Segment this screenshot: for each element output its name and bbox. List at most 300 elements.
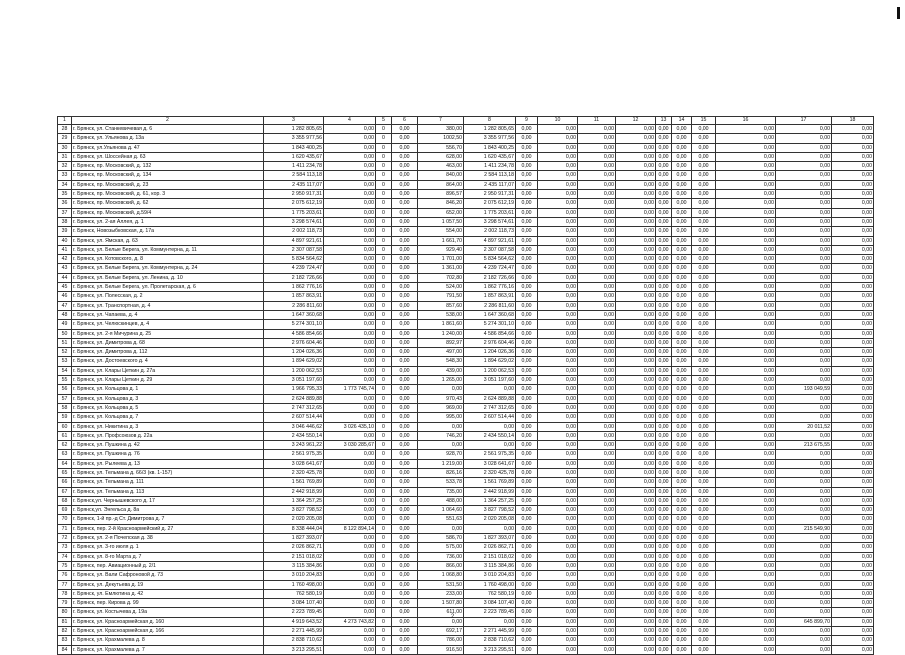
value-cell: 0,00 bbox=[692, 180, 716, 189]
value-cell: 736,00 bbox=[418, 552, 464, 561]
value-cell: 0,00 bbox=[672, 515, 692, 524]
value-cell: 0 bbox=[376, 468, 392, 477]
value-cell: 2 950 917,31 bbox=[264, 190, 324, 199]
address-cell: г. Брянск, пр. Московский, д.59/4 bbox=[72, 208, 264, 217]
value-cell: 0,00 bbox=[656, 515, 672, 524]
value-cell: 0 bbox=[376, 376, 392, 385]
value-cell: 0,00 bbox=[578, 190, 616, 199]
value-cell: 0,00 bbox=[538, 292, 578, 301]
value-cell: 0,00 bbox=[324, 348, 376, 357]
value-cell: 0,00 bbox=[672, 366, 692, 375]
value-cell: 0,00 bbox=[392, 561, 418, 570]
value-cell: 0,00 bbox=[832, 366, 874, 375]
value-cell: 0,00 bbox=[776, 636, 832, 645]
value-cell: 0,00 bbox=[578, 329, 616, 338]
table-row bbox=[58, 227, 874, 236]
value-cell: 0,00 bbox=[392, 180, 418, 189]
value-cell: 2 838 710,62 bbox=[464, 636, 516, 645]
value-cell: 0,00 bbox=[324, 357, 376, 366]
value-cell: 0,00 bbox=[392, 636, 418, 645]
value-cell: 0,00 bbox=[672, 403, 692, 412]
table-row bbox=[58, 208, 874, 217]
value-cell: 0,00 bbox=[418, 385, 464, 394]
value-cell: 0,00 bbox=[776, 376, 832, 385]
value-cell: 0,00 bbox=[324, 552, 376, 561]
value-cell: 0,00 bbox=[656, 627, 672, 636]
address-cell: г. Брянск, ул. 2-я Почепская д. 38 bbox=[72, 534, 264, 543]
value-cell: 0,00 bbox=[672, 394, 692, 403]
value-cell: 38 bbox=[58, 217, 72, 226]
value-cell: 0 bbox=[376, 450, 392, 459]
address-cell: г. Брянск, ул. Котовского, д. 8 bbox=[72, 255, 264, 264]
value-cell: 0,00 bbox=[578, 636, 616, 645]
value-cell: 0,00 bbox=[538, 217, 578, 226]
value-cell: 0,00 bbox=[538, 227, 578, 236]
value-cell: 0,00 bbox=[616, 496, 656, 505]
address-cell: г. Брянск, ул. Клары Цеткин д. 27а bbox=[72, 366, 264, 375]
table-row bbox=[58, 143, 874, 152]
value-cell: 69 bbox=[58, 506, 72, 515]
value-cell: 2 020 205,08 bbox=[464, 515, 516, 524]
value-cell: 0,00 bbox=[578, 283, 616, 292]
value-cell: 1 411 234,78 bbox=[464, 162, 516, 171]
value-cell: 0,00 bbox=[578, 459, 616, 468]
value-cell: 0,00 bbox=[656, 645, 672, 654]
value-cell: 0,00 bbox=[578, 320, 616, 329]
value-cell: 3 213 295,51 bbox=[464, 645, 516, 654]
address-cell: г. Брянск, ул. Вали Сафроновой д. 73 bbox=[72, 571, 264, 580]
value-cell: 0 bbox=[376, 552, 392, 561]
value-cell: 2 747 312,65 bbox=[464, 403, 516, 412]
value-cell: 0 bbox=[376, 301, 392, 310]
value-cell: 0,00 bbox=[616, 599, 656, 608]
value-cell: 0,00 bbox=[538, 515, 578, 524]
value-cell: 0,00 bbox=[516, 534, 538, 543]
value-cell: 42 bbox=[58, 255, 72, 264]
value-cell: 0,00 bbox=[716, 366, 776, 375]
table-row bbox=[58, 561, 874, 570]
value-cell: 0,00 bbox=[716, 534, 776, 543]
value-cell: 0,00 bbox=[578, 413, 616, 422]
value-cell: 0,00 bbox=[656, 125, 672, 134]
value-cell: 4 897 921,61 bbox=[464, 236, 516, 245]
value-cell: 1 361,00 bbox=[418, 264, 464, 273]
value-cell: 0,00 bbox=[716, 357, 776, 366]
value-cell: 0,00 bbox=[578, 515, 616, 524]
value-cell: 0,00 bbox=[776, 227, 832, 236]
table-row bbox=[58, 413, 874, 422]
value-cell: 0,00 bbox=[324, 459, 376, 468]
value-cell: 71 bbox=[58, 524, 72, 533]
value-cell: 77 bbox=[58, 580, 72, 589]
value-cell: 0,00 bbox=[538, 496, 578, 505]
value-cell: 0,00 bbox=[776, 394, 832, 403]
value-cell: 1 775 203,61 bbox=[464, 208, 516, 217]
value-cell: 62 bbox=[58, 441, 72, 450]
address-cell: г. Брянск, ул. Чапаева, д. 4 bbox=[72, 310, 264, 319]
value-cell: 0,00 bbox=[324, 310, 376, 319]
value-cell: 0,00 bbox=[716, 478, 776, 487]
value-cell: 0 bbox=[376, 599, 392, 608]
table-row bbox=[58, 292, 874, 301]
table-row bbox=[58, 283, 874, 292]
value-cell: 0,00 bbox=[776, 487, 832, 496]
value-cell: 0,00 bbox=[464, 385, 516, 394]
value-cell: 84 bbox=[58, 645, 72, 654]
address-cell: г. Брянск, Новозыбковская, д. 17а bbox=[72, 227, 264, 236]
value-cell: 0,00 bbox=[538, 338, 578, 347]
value-cell: 0,00 bbox=[538, 357, 578, 366]
value-cell: 233,00 bbox=[418, 589, 464, 598]
value-cell: 0,00 bbox=[324, 376, 376, 385]
value-cell: 0,00 bbox=[832, 227, 874, 236]
address-cell: г. Брянск, пр. Московский, д. 134 bbox=[72, 171, 264, 180]
value-cell: 0,00 bbox=[516, 199, 538, 208]
value-cell: 0,00 bbox=[692, 320, 716, 329]
value-cell: 0,00 bbox=[832, 217, 874, 226]
value-cell: 0 bbox=[376, 227, 392, 236]
value-cell: 0,00 bbox=[516, 571, 538, 580]
value-cell: 0,00 bbox=[672, 534, 692, 543]
value-cell: 0,00 bbox=[392, 524, 418, 533]
value-cell: 0,00 bbox=[392, 534, 418, 543]
value-cell: 0,00 bbox=[656, 524, 672, 533]
value-cell: 2 182 726,66 bbox=[264, 273, 324, 282]
value-cell: 0,00 bbox=[672, 310, 692, 319]
value-cell: 1 240,00 bbox=[418, 329, 464, 338]
value-cell: 0,00 bbox=[578, 199, 616, 208]
value-cell: 0,00 bbox=[616, 190, 656, 199]
value-cell: 1 843 400,25 bbox=[264, 143, 324, 152]
value-cell: 0,00 bbox=[776, 273, 832, 282]
value-cell: 0,00 bbox=[392, 468, 418, 477]
value-cell: 0,00 bbox=[716, 180, 776, 189]
value-cell: 0,00 bbox=[392, 208, 418, 217]
value-cell: 0,00 bbox=[578, 422, 616, 431]
value-cell: 0,00 bbox=[656, 580, 672, 589]
value-cell: 0,00 bbox=[716, 376, 776, 385]
value-cell: 0,00 bbox=[692, 357, 716, 366]
column-number-cell: 1 bbox=[58, 117, 72, 125]
value-cell: 0,00 bbox=[392, 348, 418, 357]
value-cell: 0,00 bbox=[392, 152, 418, 161]
value-cell: 0,00 bbox=[656, 348, 672, 357]
value-cell: 0,00 bbox=[776, 403, 832, 412]
value-cell: 0 bbox=[376, 171, 392, 180]
address-cell: г. Брянск, пер. 2-й Красноармейский д. 27 bbox=[72, 524, 264, 533]
value-cell: 928,70 bbox=[418, 450, 464, 459]
value-cell: 0,00 bbox=[776, 329, 832, 338]
value-cell: 0,00 bbox=[832, 543, 874, 552]
value-cell: 0,00 bbox=[578, 543, 616, 552]
value-cell: 2 182 726,66 bbox=[464, 273, 516, 282]
value-cell: 0,00 bbox=[516, 487, 538, 496]
value-cell: 0,00 bbox=[672, 636, 692, 645]
value-cell: 0,00 bbox=[578, 357, 616, 366]
value-cell: 0,00 bbox=[716, 645, 776, 654]
value-cell: 0,00 bbox=[616, 134, 656, 143]
value-cell: 0,00 bbox=[716, 394, 776, 403]
value-cell: 0,00 bbox=[516, 338, 538, 347]
value-cell: 0,00 bbox=[672, 552, 692, 561]
value-cell: 0,00 bbox=[832, 468, 874, 477]
value-cell: 0,00 bbox=[538, 450, 578, 459]
value-cell: 68 bbox=[58, 496, 72, 505]
value-cell: 0,00 bbox=[538, 152, 578, 161]
value-cell: 0,00 bbox=[616, 524, 656, 533]
value-cell: 0,00 bbox=[832, 515, 874, 524]
value-cell: 0,00 bbox=[716, 441, 776, 450]
address-cell: г. Брянск, ул. Шоссейная д. 63 bbox=[72, 152, 264, 161]
value-cell: 2 307 087,58 bbox=[264, 245, 324, 254]
value-cell: 0,00 bbox=[324, 264, 376, 273]
value-cell: 0,00 bbox=[776, 459, 832, 468]
value-cell: 0,00 bbox=[656, 152, 672, 161]
value-cell: 0,00 bbox=[832, 403, 874, 412]
value-cell: 0,00 bbox=[832, 283, 874, 292]
value-cell: 0,00 bbox=[832, 589, 874, 598]
value-cell: 67 bbox=[58, 487, 72, 496]
value-cell: 0,00 bbox=[392, 227, 418, 236]
value-cell: 2 075 612,19 bbox=[264, 199, 324, 208]
value-cell: 1 282 805,65 bbox=[464, 125, 516, 134]
value-cell: 1 620 435,67 bbox=[464, 152, 516, 161]
value-cell: 0,00 bbox=[538, 580, 578, 589]
value-cell: 0,00 bbox=[776, 506, 832, 515]
column-number-cell: 17 bbox=[776, 117, 832, 125]
value-cell: 0,00 bbox=[392, 245, 418, 254]
value-cell: 0,00 bbox=[392, 190, 418, 199]
value-cell: 0,00 bbox=[616, 227, 656, 236]
value-cell: 41 bbox=[58, 245, 72, 254]
value-cell: 1 857 863,91 bbox=[464, 292, 516, 301]
value-cell: 5 834 564,62 bbox=[464, 255, 516, 264]
value-cell: 0,00 bbox=[672, 357, 692, 366]
value-cell: 0,00 bbox=[716, 143, 776, 152]
table-row bbox=[58, 496, 874, 505]
value-cell: 0,00 bbox=[516, 422, 538, 431]
value-cell: 0,00 bbox=[538, 208, 578, 217]
value-cell: 0,00 bbox=[656, 413, 672, 422]
value-cell: 0,00 bbox=[776, 180, 832, 189]
value-cell: 0 bbox=[376, 348, 392, 357]
value-cell: 0,00 bbox=[716, 561, 776, 570]
value-cell: 4 586 854,66 bbox=[464, 329, 516, 338]
value-cell: 0,00 bbox=[692, 134, 716, 143]
value-cell: 0,00 bbox=[392, 515, 418, 524]
value-cell: 0,00 bbox=[616, 283, 656, 292]
table-row bbox=[58, 543, 874, 552]
value-cell: 0,00 bbox=[392, 571, 418, 580]
address-cell: г. Брянск, ул. Пушкина д. 76 bbox=[72, 450, 264, 459]
value-cell: 0,00 bbox=[716, 403, 776, 412]
value-cell: 0,00 bbox=[672, 543, 692, 552]
column-number-cell: 10 bbox=[538, 117, 578, 125]
value-cell: 2 976 604,46 bbox=[264, 338, 324, 347]
value-cell: 3 028 641,67 bbox=[464, 459, 516, 468]
value-cell: 2 434 550,14 bbox=[264, 431, 324, 440]
address-cell: г. Брянск, ул. Кольцова д. 5 bbox=[72, 403, 264, 412]
value-cell: 0,00 bbox=[692, 199, 716, 208]
value-cell: 586,70 bbox=[418, 534, 464, 543]
value-cell: 2 271 445,99 bbox=[464, 627, 516, 636]
value-cell: 1 068,80 bbox=[418, 571, 464, 580]
value-cell: 0,00 bbox=[392, 403, 418, 412]
value-cell: 0,00 bbox=[656, 385, 672, 394]
value-cell: 0,00 bbox=[616, 394, 656, 403]
address-cell: г. Брянск, ул. Полесская, д. 2 bbox=[72, 292, 264, 301]
value-cell: 3 084 107,40 bbox=[464, 599, 516, 608]
value-cell: 0,00 bbox=[578, 599, 616, 608]
value-cell: 28 bbox=[58, 125, 72, 134]
value-cell: 1 364 257,25 bbox=[264, 496, 324, 505]
value-cell: 0,00 bbox=[832, 552, 874, 561]
value-cell: 611,00 bbox=[418, 608, 464, 617]
value-cell: 0,00 bbox=[656, 571, 672, 580]
value-cell: 0,00 bbox=[464, 524, 516, 533]
value-cell: 0,00 bbox=[672, 273, 692, 282]
address-cell: г. Брянск, ул. Красноармейская д. 166 bbox=[72, 627, 264, 636]
value-cell: 0,00 bbox=[672, 422, 692, 431]
table-row bbox=[58, 468, 874, 477]
value-cell: 0,00 bbox=[538, 636, 578, 645]
value-cell: 0 bbox=[376, 264, 392, 273]
value-cell: 0,00 bbox=[324, 338, 376, 347]
value-cell: 56 bbox=[58, 385, 72, 394]
table-row bbox=[58, 450, 874, 459]
value-cell: 1 200 062,53 bbox=[264, 366, 324, 375]
value-cell: 0,00 bbox=[656, 264, 672, 273]
value-cell: 0,00 bbox=[616, 608, 656, 617]
value-cell: 83 bbox=[58, 636, 72, 645]
value-cell: 0,00 bbox=[392, 310, 418, 319]
value-cell: 0,00 bbox=[716, 162, 776, 171]
value-cell: 2 434 550,14 bbox=[464, 431, 516, 440]
value-cell: 1 862 776,16 bbox=[264, 283, 324, 292]
value-cell: 0,00 bbox=[324, 245, 376, 254]
value-cell: 0,00 bbox=[692, 366, 716, 375]
value-cell: 5 834 564,62 bbox=[264, 255, 324, 264]
value-cell: 0,00 bbox=[516, 208, 538, 217]
value-cell: 0,00 bbox=[324, 599, 376, 608]
value-cell: 48 bbox=[58, 310, 72, 319]
value-cell: 0,00 bbox=[832, 245, 874, 254]
value-cell: 0,00 bbox=[656, 599, 672, 608]
table-row bbox=[58, 571, 874, 580]
value-cell: 0,00 bbox=[324, 301, 376, 310]
value-cell: 0,00 bbox=[516, 561, 538, 570]
column-number-cell: 8 bbox=[464, 117, 516, 125]
value-cell: 929,40 bbox=[418, 245, 464, 254]
value-cell: 2 607 514,44 bbox=[264, 413, 324, 422]
value-cell: 0,00 bbox=[692, 292, 716, 301]
value-cell: 0,00 bbox=[672, 599, 692, 608]
table-row bbox=[58, 376, 874, 385]
value-cell: 0,00 bbox=[776, 199, 832, 208]
value-cell: 0 bbox=[376, 292, 392, 301]
value-cell: 762 580,19 bbox=[264, 589, 324, 598]
value-cell: 0,00 bbox=[578, 125, 616, 134]
value-cell: 0,00 bbox=[656, 403, 672, 412]
value-cell: 0,00 bbox=[656, 245, 672, 254]
value-cell: 0,00 bbox=[538, 366, 578, 375]
value-cell: 0,00 bbox=[672, 385, 692, 394]
value-cell: 0,00 bbox=[672, 376, 692, 385]
value-cell: 0,00 bbox=[716, 348, 776, 357]
value-cell: 0 bbox=[376, 496, 392, 505]
value-cell: 538,00 bbox=[418, 310, 464, 319]
value-cell: 0,00 bbox=[832, 180, 874, 189]
value-cell: 0,00 bbox=[776, 162, 832, 171]
value-cell: 0,00 bbox=[776, 366, 832, 375]
value-cell: 0,00 bbox=[832, 534, 874, 543]
value-cell: 2 561 975,35 bbox=[264, 450, 324, 459]
value-cell: 0,00 bbox=[832, 580, 874, 589]
value-cell: 0,00 bbox=[324, 217, 376, 226]
value-cell: 0,00 bbox=[516, 348, 538, 357]
value-cell: 0,00 bbox=[324, 636, 376, 645]
value-cell: 0,00 bbox=[324, 608, 376, 617]
table-row bbox=[58, 506, 874, 515]
value-cell: 4 239 724,47 bbox=[264, 264, 324, 273]
value-cell: 439,00 bbox=[418, 366, 464, 375]
value-cell: 1 760 498,00 bbox=[264, 580, 324, 589]
value-cell: 0,00 bbox=[324, 515, 376, 524]
value-cell: 64 bbox=[58, 459, 72, 468]
value-cell: 0,00 bbox=[324, 366, 376, 375]
value-cell: 1 827 393,07 bbox=[264, 534, 324, 543]
value-cell: 0,00 bbox=[616, 245, 656, 254]
value-cell: 0,00 bbox=[392, 459, 418, 468]
value-cell: 0,00 bbox=[672, 459, 692, 468]
address-cell: г. Брянск, ул. Костычева д. 19а bbox=[72, 608, 264, 617]
value-cell: 3 030 285,67 bbox=[324, 441, 376, 450]
value-cell: 0,00 bbox=[538, 543, 578, 552]
value-cell: 4 919 643,52 bbox=[264, 617, 324, 626]
value-cell: 0,00 bbox=[538, 162, 578, 171]
value-cell: 0,00 bbox=[672, 441, 692, 450]
value-cell: 0,00 bbox=[538, 431, 578, 440]
value-cell: 0,00 bbox=[656, 143, 672, 152]
value-cell: 0,00 bbox=[538, 273, 578, 282]
value-cell: 0,00 bbox=[832, 450, 874, 459]
value-cell: 0,00 bbox=[324, 645, 376, 654]
value-cell: 0,00 bbox=[832, 376, 874, 385]
value-cell: 0,00 bbox=[538, 329, 578, 338]
value-cell: 213 675,55 bbox=[776, 441, 832, 450]
value-cell: 3 827 798,52 bbox=[464, 506, 516, 515]
value-cell: 0,00 bbox=[832, 329, 874, 338]
value-cell: 2 747 312,65 bbox=[264, 403, 324, 412]
value-cell: 0,00 bbox=[324, 227, 376, 236]
value-cell: 0,00 bbox=[616, 236, 656, 245]
value-cell: 37 bbox=[58, 208, 72, 217]
value-cell: 1 862 776,16 bbox=[464, 283, 516, 292]
value-cell: 0,00 bbox=[776, 571, 832, 580]
value-cell: 2 607 514,44 bbox=[464, 413, 516, 422]
value-cell: 0,00 bbox=[616, 329, 656, 338]
value-cell: 0,00 bbox=[418, 422, 464, 431]
address-cell: г. Брянск, ул. Профсоюзов д. 22а bbox=[72, 431, 264, 440]
value-cell: 0,00 bbox=[538, 264, 578, 273]
value-cell: 0 bbox=[376, 134, 392, 143]
value-cell: 0,00 bbox=[692, 608, 716, 617]
value-cell: 0,00 bbox=[538, 245, 578, 254]
value-cell: 0,00 bbox=[324, 487, 376, 496]
value-cell: 1 620 435,67 bbox=[264, 152, 324, 161]
value-cell: 0,00 bbox=[656, 357, 672, 366]
value-cell: 34 bbox=[58, 180, 72, 189]
